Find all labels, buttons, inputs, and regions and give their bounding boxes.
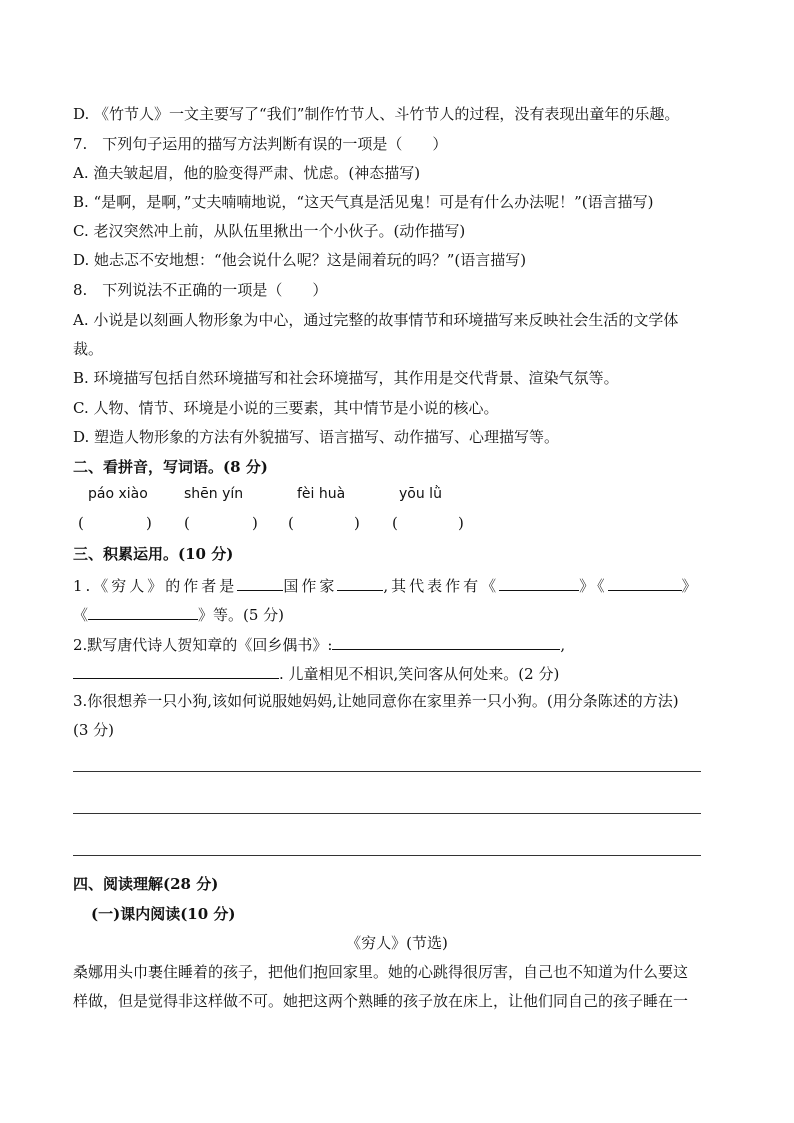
answer-blank-2-open: (	[184, 514, 190, 532]
s3-q1-line2-open: 《	[73, 606, 89, 624]
q8-option-a-line1: A. 小说是以刻画人物形象为中心，通过完整的故事情节和环境描写来反映社会生活的文学体	[73, 311, 679, 329]
s3-q1-line2	[73, 603, 284, 625]
section4-subtitle: (一)课内阅读(10 分)	[91, 905, 236, 923]
section4-title: 四、阅读理解(28 分)	[73, 875, 219, 893]
s3-q1-mid1: 国作家	[283, 577, 338, 595]
s3-q1-blank-work1[interactable]	[499, 574, 579, 591]
s3-q1-blank-author[interactable]	[337, 574, 383, 591]
s3-q3-line1: 3.你很想养一只小狗,该如何说服她妈妈,让她同意你在家里养一只小狗。(用分条陈述的方法)	[73, 692, 679, 710]
q7-option-b: B. “是啊，是啊，”丈夫喃喃地说，“这天气真是活见鬼！可是有什么办法呢！”(语言描写)	[73, 193, 654, 211]
s3-q2-prefix: 2.默写唐代诗人贺知章的《回乡偶书》:	[73, 636, 333, 654]
q8-option-b: B. 环境描写包括自然环境描写和社会环境描写，其作用是交代背景、渲染气氛等。	[73, 369, 619, 387]
s3-q1-blank-country[interactable]	[237, 574, 283, 591]
passage-title: 《穷人》(节选)	[346, 934, 448, 952]
s3-q1-blank-work2[interactable]	[608, 574, 682, 591]
pinyin-2: shēn yín	[184, 486, 244, 502]
s3-q2-line1	[73, 633, 565, 655]
answer-line-1[interactable]	[73, 771, 701, 772]
answer-line-2[interactable]	[73, 813, 701, 814]
q8-option-c: C. 人物、情节、环境是小说的三要素，其中情节是小说的核心。	[73, 399, 499, 417]
answer-blank-2-close: )	[252, 514, 258, 532]
q8-stem: 8. 下列说法不正确的一项是（ ）	[73, 281, 328, 299]
section3-title: 三、积累运用。(10 分)	[73, 545, 234, 563]
s3-q2-blank-2[interactable]	[73, 662, 279, 679]
q7-stem: 7. 下列句子运用的描写方法判断有误的一项是（ ）	[73, 135, 448, 153]
s3-q1-line1	[73, 574, 700, 596]
s3-q2-comma: ,	[560, 636, 566, 654]
answer-blank-row	[0, 514, 794, 534]
answer-line-3[interactable]	[73, 855, 701, 856]
s3-q2-line2	[73, 662, 559, 684]
s3-q1-blank-work3[interactable]	[88, 603, 198, 620]
answer-blank-4-close: )	[458, 514, 464, 532]
s3-q2-line2-end: . 儿童相见不相识,笑问客从何处来。(2 分)	[279, 665, 560, 683]
s3-q2-blank-1[interactable]	[332, 633, 560, 650]
passage-line-2: 样做，但是觉得非这样做不可。她把这两个熟睡的孩子放在床上，让他们同自己的孩子睡在一	[73, 992, 689, 1010]
pinyin-3: fèi huà	[297, 486, 346, 502]
s3-q1-mid3: 》《	[579, 577, 608, 595]
s3-q1-end: 》	[681, 577, 700, 595]
pinyin-1: páo xiào	[88, 486, 148, 502]
section2-title: 二、看拼音，写词语。(8 分)	[73, 458, 268, 476]
q8-option-d: D. 塑造人物形象的方法有外貌描写、语言描写、动作描写、心理描写等。	[73, 428, 560, 446]
s3-q1-line2-end: 》等。(5 分)	[198, 606, 285, 624]
s3-q1-prefix: 1.《穷人》的作者是	[73, 577, 238, 595]
q8-option-a-line2: 裁。	[73, 340, 104, 358]
answer-blank-3-close: )	[354, 514, 360, 532]
q7-option-d: D. 她忐忑不安地想：“他会说什么呢？这是闹着玩的吗？”(语言描写)	[73, 251, 527, 269]
answer-blank-1-open: (	[78, 514, 84, 532]
answer-blank-1-close: )	[146, 514, 152, 532]
q6-option-d: D. 《竹节人》一文主要写了“我们”制作竹节人、斗竹节人的过程，没有表现出童年的乐趣。	[73, 105, 680, 123]
answer-blank-4-open: (	[392, 514, 398, 532]
pinyin-4: yōu lǜ	[399, 486, 442, 502]
s3-q3-line2: (3 分)	[73, 721, 115, 739]
s3-q1-mid2: ,其代表作有《	[383, 577, 500, 595]
pinyin-row	[0, 486, 794, 506]
answer-blank-3-open: (	[288, 514, 294, 532]
q7-option-a: A. 渔夫皱起眉，他的脸变得严肃、忧虑。(神态描写)	[73, 164, 421, 182]
q7-option-c: C. 老汉突然冲上前，从队伍里揪出一个小伙子。(动作描写)	[73, 222, 466, 240]
passage-line-1: 桑娜用头巾裹住睡着的孩子，把他们抱回家里。她的心跳得很厉害，自己也不知道为什么要这	[73, 963, 689, 981]
